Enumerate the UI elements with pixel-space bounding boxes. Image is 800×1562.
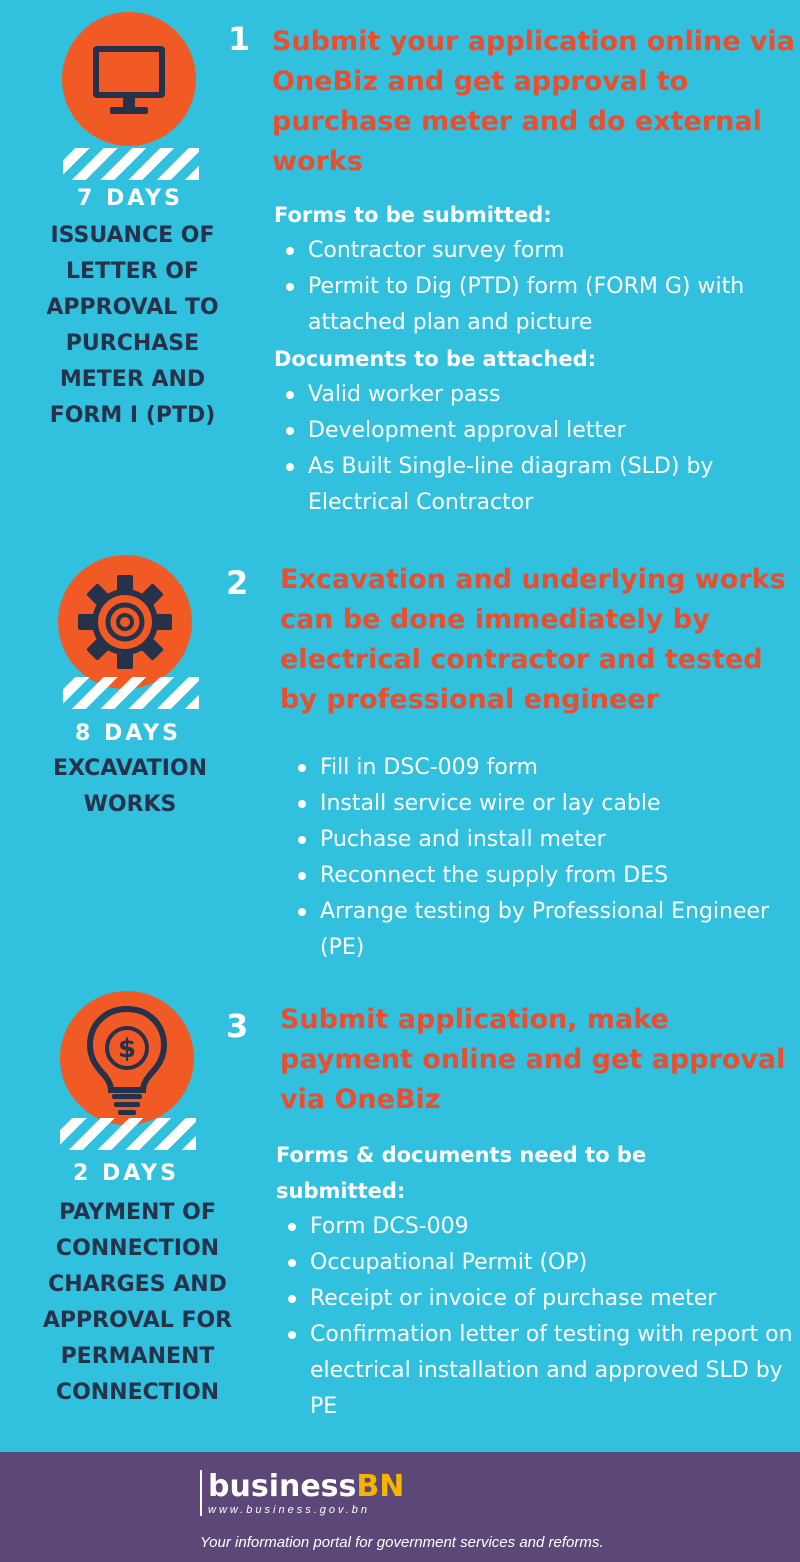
list-item: Puchase and install meter	[286, 822, 796, 858]
step-3-details	[276, 1137, 796, 1425]
step-1-icon-circle	[62, 12, 196, 146]
logo-url: www.business.gov.bn	[208, 1504, 370, 1516]
step-3-number: 3	[226, 1007, 249, 1045]
list-item: Occupational Permit (OP)	[276, 1245, 796, 1281]
footer	[0, 1452, 800, 1562]
step-1-milestone: ISSUANCE OF LETTER OF APPROVAL TO PURCHASE METER AND FORM I (PTD)	[46, 223, 219, 428]
step-2-details	[286, 750, 796, 966]
step-1-days: 7 DAYS	[77, 186, 183, 211]
documents-subheading: Documents to be attached:	[274, 347, 597, 371]
list-item: Receipt or invoice of purchase meter	[276, 1281, 796, 1317]
step-3-days: 2 DAYS	[73, 1161, 179, 1186]
list-item: Install service wire or lay cable	[286, 786, 796, 822]
list-item: Valid worker pass	[274, 377, 794, 413]
forms-subheading: Forms to be submitted:	[274, 203, 552, 227]
forms-documents-subheading: Forms & documents need to be submitted:	[276, 1143, 647, 1203]
computer-monitor-icon	[62, 12, 196, 146]
step-2-days: 8 DAYS	[75, 721, 181, 746]
lightbulb-dollar-icon	[60, 991, 194, 1125]
footer-tagline: Your information portal for government services and reforms.	[200, 1534, 604, 1551]
list-item: Confirmation letter of testing with report on electrical installation and approved SLD by PE	[276, 1317, 796, 1425]
step-3-icon-circle	[60, 991, 194, 1125]
step-3-stripes	[60, 1118, 196, 1150]
list-item: As Built Single-line diagram (SLD) by Electrical Contractor	[274, 449, 794, 521]
step-1-stripes	[63, 148, 199, 180]
step-2-stripes	[63, 677, 199, 709]
list-item: Contractor survey form	[274, 233, 794, 269]
list-item: Fill in DSC-009 form	[286, 750, 796, 786]
step-3-milestone: PAYMENT OF CONNECTION CHARGES AND APPROVAL FOR PERMANENT CONNECTION	[42, 1200, 233, 1405]
svg-text:$: $	[117, 1034, 137, 1064]
gear-icon	[58, 555, 192, 689]
list-item: Development approval letter	[274, 413, 794, 449]
step-2-number: 2	[226, 564, 249, 602]
step-2-heading: Excavation and underlying works can be done immediately by electrical contractor and tested by professional engineer	[280, 564, 786, 715]
list-item: Arrange testing by Professional Engineer (PE)	[286, 894, 796, 966]
list-item: Permit to Dig (PTD) form (FORM G) with attached plan and picture	[274, 269, 794, 341]
forms-documents-list	[276, 1209, 796, 1425]
documents-list	[274, 377, 794, 521]
step-1-details	[274, 197, 794, 521]
step-2-milestone: EXCAVATION WORKS	[52, 756, 208, 817]
step-3-heading: Submit application, make payment online and get approval via OneBiz	[280, 1004, 786, 1115]
forms-list	[274, 233, 794, 341]
step-2-icon-circle	[58, 555, 192, 689]
step-1-number: 1	[228, 20, 251, 58]
list-item: Form DCS-009	[276, 1209, 796, 1245]
businessbn-logo[interactable]	[200, 1470, 404, 1516]
list-item: Reconnect the supply from DES	[286, 858, 796, 894]
step-1-heading: Submit your application online via OneBiz and get approval to purchase meter and do external works	[272, 26, 796, 177]
logo-wordmark: businessBN	[208, 1469, 405, 1504]
tasks-list	[286, 750, 796, 966]
